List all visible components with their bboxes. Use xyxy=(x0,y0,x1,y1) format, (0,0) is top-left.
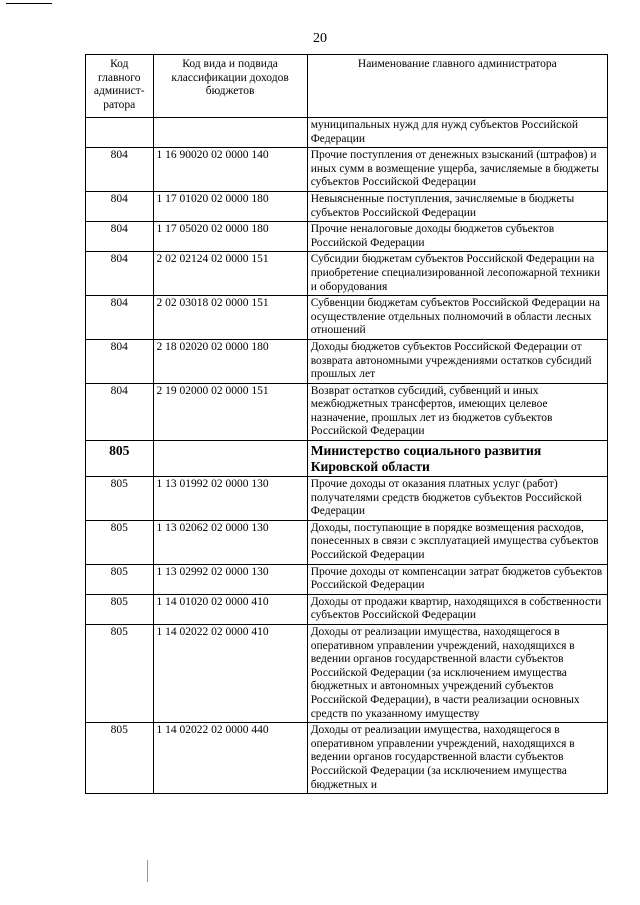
header-admin-name: Наименование главного администратора xyxy=(307,55,607,118)
cell-admin-name: Невыясненные поступления, зачисляемые в бюджеты субъектов Российской Федерации xyxy=(307,191,607,221)
cell-classification-code xyxy=(153,441,307,477)
cell-admin-code xyxy=(86,118,154,148)
header-classification-code: Код вида и подвида классификации доходов бюджетов xyxy=(153,55,307,118)
cell-classification-code: 1 13 02992 02 0000 130 xyxy=(153,564,307,594)
cell-admin-name: муниципальных нужд для нужд субъектов Российской Федерации xyxy=(307,118,607,148)
cell-admin-name: Прочие доходы от оказания платных услуг (работ) получателями средств бюджетов субъектов Российской Федерации xyxy=(307,477,607,521)
table-header-row xyxy=(86,55,608,118)
table-row xyxy=(86,148,608,192)
table-row xyxy=(86,339,608,383)
cell-admin-name: Доходы от реализации имущества, находящегося в оперативном управлении учреждений, находящихся в ведении органов государственной власти субъектов Российской Федерации (за исключением имущества бюджетных и автономных учреждений субъектов Российской Федерации), в части реализации основных средств по указанному имуществу xyxy=(307,625,607,723)
table-row xyxy=(86,625,608,723)
cell-classification-code: 2 02 03018 02 0000 151 xyxy=(153,296,307,340)
cell-admin-code: 804 xyxy=(86,148,154,192)
cell-admin-name: Прочие доходы от компенсации затрат бюджетов субъектов Российской Федерации xyxy=(307,564,607,594)
cell-admin-code: 805 xyxy=(86,723,154,794)
cell-admin-code: 804 xyxy=(86,383,154,440)
table-row xyxy=(86,383,608,440)
cell-admin-code: 804 xyxy=(86,191,154,221)
table-row xyxy=(86,118,608,148)
cell-admin-name: Субвенции бюджетам субъектов Российской Федерации на осуществление отдельных полномочий в области лесных отношений xyxy=(307,296,607,340)
page-number: 20 xyxy=(313,31,327,46)
cell-classification-code: 1 14 02022 02 0000 440 xyxy=(153,723,307,794)
cell-admin-name: Субсидии бюджетам субъектов Российской Федерации на приобретение специализированной лесопожарной техники и оборудования xyxy=(307,252,607,296)
revenue-table xyxy=(85,54,608,794)
scan-mark xyxy=(147,860,150,882)
cell-admin-code: 804 xyxy=(86,222,154,252)
table-row xyxy=(86,252,608,296)
cell-admin-name: Министерство социального развития Кировской области xyxy=(307,441,607,477)
cell-admin-code: 805 xyxy=(86,594,154,624)
cell-admin-name: Доходы от продажи квартир, находящихся в собственности субъектов Российской Федерации xyxy=(307,594,607,624)
cell-admin-name: Доходы бюджетов субъектов Российской Федерации от возврата автономными учреждениями остатков субсидий прошлых лет xyxy=(307,339,607,383)
cell-classification-code: 1 17 01020 02 0000 180 xyxy=(153,191,307,221)
table-row xyxy=(86,477,608,521)
cell-classification-code: 1 13 02062 02 0000 130 xyxy=(153,520,307,564)
top-rule xyxy=(6,3,52,4)
cell-admin-code: 805 xyxy=(86,477,154,521)
table-row xyxy=(86,520,608,564)
cell-classification-code: 2 19 02000 02 0000 151 xyxy=(153,383,307,440)
cell-classification-code: 2 18 02020 02 0000 180 xyxy=(153,339,307,383)
cell-classification-code xyxy=(153,118,307,148)
header-admin-code: Код главного админист-ратора xyxy=(86,55,154,118)
cell-classification-code: 1 14 02022 02 0000 410 xyxy=(153,625,307,723)
ministry-row xyxy=(86,441,608,477)
cell-classification-code: 2 02 02124 02 0000 151 xyxy=(153,252,307,296)
table-row xyxy=(86,723,608,794)
cell-admin-code: 805 xyxy=(86,625,154,723)
cell-classification-code: 1 13 01992 02 0000 130 xyxy=(153,477,307,521)
table-row xyxy=(86,222,608,252)
cell-admin-code: 805 xyxy=(86,441,154,477)
cell-admin-code: 804 xyxy=(86,339,154,383)
table-row xyxy=(86,296,608,340)
cell-admin-code: 805 xyxy=(86,520,154,564)
cell-admin-name: Доходы, поступающие в порядке возмещения расходов, понесенных в связи с эксплуатацией имущества субъектов Российской Федерации xyxy=(307,520,607,564)
cell-admin-code: 805 xyxy=(86,564,154,594)
table-row xyxy=(86,594,608,624)
cell-admin-name: Возврат остатков субсидий, субвенций и иных межбюджетных трансфертов, имеющих целевое назначение, прошлых лет из бюджетов субъектов Российской Федерации xyxy=(307,383,607,440)
cell-classification-code: 1 14 01020 02 0000 410 xyxy=(153,594,307,624)
table-row xyxy=(86,191,608,221)
cell-classification-code: 1 17 05020 02 0000 180 xyxy=(153,222,307,252)
table-body xyxy=(86,118,608,794)
cell-admin-name: Прочие поступления от денежных взысканий (штрафов) и иных сумм в возмещение ущерба, зачисляемые в бюджеты субъектов Российской Федерации xyxy=(307,148,607,192)
cell-admin-code: 804 xyxy=(86,296,154,340)
cell-admin-name: Прочие неналоговые доходы бюджетов субъектов Российской Федерации xyxy=(307,222,607,252)
cell-classification-code: 1 16 90020 02 0000 140 xyxy=(153,148,307,192)
cell-admin-code: 804 xyxy=(86,252,154,296)
table-row xyxy=(86,564,608,594)
cell-admin-name: Доходы от реализации имущества, находящегося в оперативном управлении учреждений, находящихся в ведении органов государственной власти субъектов Российской Федерации (за исключением имущества бюджетных и xyxy=(307,723,607,794)
